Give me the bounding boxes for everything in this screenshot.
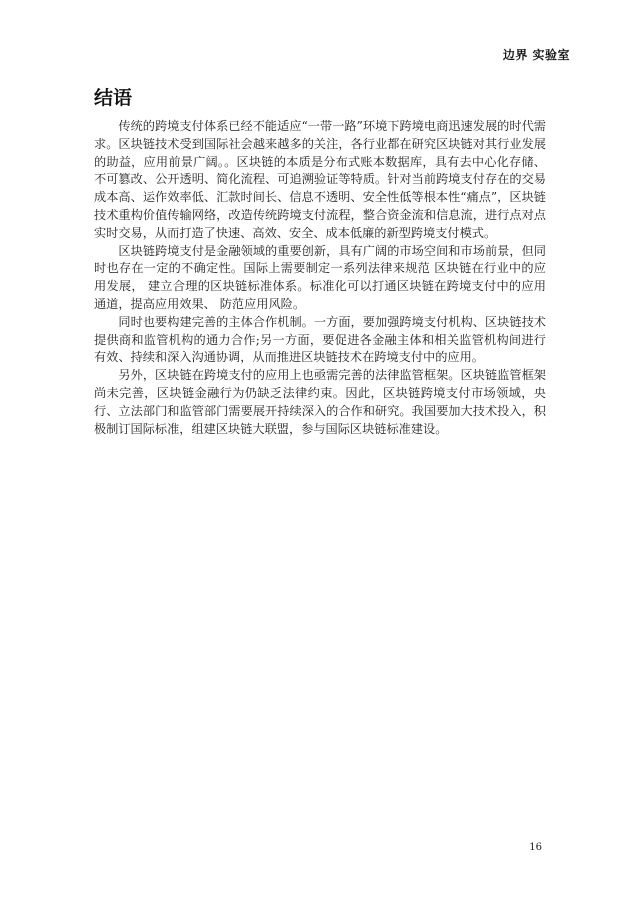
page-number: 16 — [529, 842, 542, 853]
paragraph-2: 区块链跨境支付是金融领域的重要创新，具有广阔的市场空间和市场前景，但同时也存在一定的不确定性。国际上需要制定一系列法律来规范 区块链在行业中的应用发展， 建立合理的区块链标准体系。标准化可以打通区块链在跨境支付中的应用通道，提高应用效果、 防范应用风险。 — [94, 243, 546, 311]
paragraph-1: 传统的跨境支付体系已经不能适应“一带一路”环境下跨境电商迅速发展的时代需求。区块链技术受到国际社会越来越多的关注，各行业都在研究区块链对其行业发展的助益，应用前景广阔。。区块链的本质是分布式账本数据库，具有去中心化存储、不可篡改、公开透明、简化流程、可追溯验证等特质。针对当前跨境支付存在的交易成本高、运作效率低、汇款时间长、信息不透明、安全性低等根本性“痛点”，区块链技术重构价值传输网络，改造传统跨境支付流程，整合资金流和信息流，进行点对点实时交易，从而打造了快速、高效、安全、成本低廉的新型跨境支付模式。 — [94, 119, 546, 240]
paragraph-4: 另外，区块链在跨境支付的应用上也亟需完善的法律监管框架。区块链监管框架尚未完善，区块链金融行为仍缺乏法律约束。因此，区块链跨境支付市场领域，央行、立法部门和监管部门需要展开持续深入的合作和研究。我国要加大技术投入，积极制订国际标准，组建区块链大联盟，参与国际区块链标准建设。 — [94, 368, 546, 436]
section-body — [94, 118, 546, 438]
paragraph-3: 同时也要构建完善的主体合作机制。一方面，要加强跨境支付机构、区块链技术提供商和监管机构的通力合作;另一方面，要促进各金融主体和相关监管机构间进行有效、持续和深入沟通协调，从而推进区块链技术在跨境支付中的应用。 — [94, 314, 546, 365]
brand-logo: 边界 实验室 — [502, 48, 570, 62]
section-title: 结语 — [94, 87, 133, 109]
